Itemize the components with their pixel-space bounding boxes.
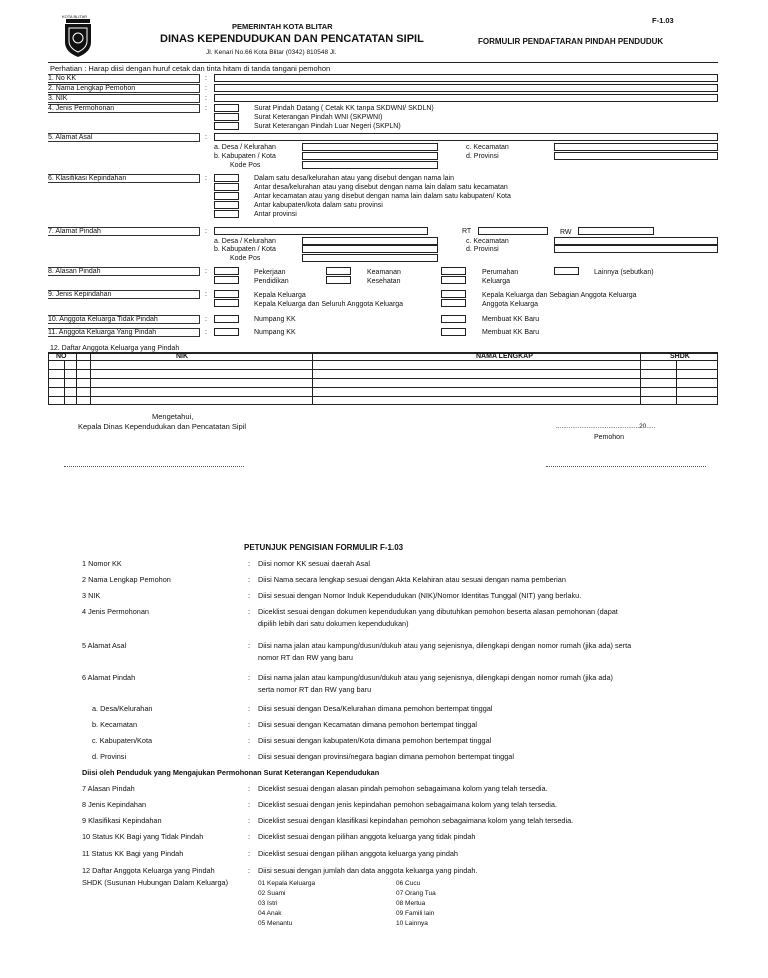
pindah-kec-input[interactable] bbox=[554, 237, 718, 245]
colon: : bbox=[248, 559, 251, 568]
colon: : bbox=[205, 105, 207, 112]
colon: : bbox=[248, 704, 251, 713]
jenis-option-3: Surat Keterangan Pindah Luar Negeri (SKPLN) bbox=[254, 123, 401, 130]
petunjuk-text-3: Diisi sesuai dengan Nomor Induk Kependudukan (NIK)/Nomor Identitas Tunggal (NIT) yang berlaku. bbox=[258, 591, 582, 600]
shdk-10: 10 Lainnya bbox=[396, 920, 428, 927]
colon: : bbox=[248, 736, 251, 745]
rt-label: RT bbox=[462, 228, 472, 235]
kepindahan-checkbox-3[interactable] bbox=[441, 290, 466, 298]
asal-kab-input[interactable] bbox=[302, 152, 438, 160]
kepindahan-option-2: Kepala Keluarga dan Seluruh Anggota Keluarga bbox=[254, 301, 404, 308]
pindah-kab-input[interactable] bbox=[302, 245, 438, 253]
alamat-pindah-input[interactable] bbox=[214, 227, 428, 235]
shdk-04: 04 Anak bbox=[258, 910, 282, 917]
kepindahan-option-3: Kepala Keluarga dan Sebagian Anggota Keluarga bbox=[482, 292, 637, 299]
th-no: NO bbox=[56, 353, 67, 360]
pindah-prov-label: d. Provinsi bbox=[466, 246, 499, 253]
label-alasan: 8. Alasan Pindah bbox=[48, 267, 200, 276]
form-title: FORMULIR PENDAFTARAN PINDAH PENDUDUK bbox=[478, 37, 664, 46]
petunjuk-text-1: Diisi nomor KK sesuai daerah Asal bbox=[258, 559, 370, 568]
shdk-02: 02 Suami bbox=[258, 890, 286, 897]
tidak-pindah-numpang: Numpang KK bbox=[254, 316, 296, 323]
colon: : bbox=[205, 134, 207, 141]
alasan-checkbox-pekerjaan[interactable] bbox=[214, 267, 239, 275]
petunjuk-label-c: c. Kabupaten/Kota bbox=[92, 736, 153, 745]
form-code: F-1.03 bbox=[652, 16, 674, 25]
petunjuk-text-2: Diisi Nama secara lengkap sesuai dengan Akta Kelahiran atau sesuai dengan nama pemberian bbox=[258, 575, 566, 584]
shdk-label: SHDK (Susunan Hubungan Dalam Keluarga) bbox=[82, 878, 229, 887]
petunjuk-label-4: 4 Jenis Permohonan bbox=[82, 607, 149, 616]
tidak-pindah-numpang-checkbox[interactable] bbox=[214, 315, 239, 323]
colon: : bbox=[248, 575, 251, 584]
klasifikasi-option-5: Antar provinsi bbox=[254, 211, 297, 218]
petunjuk-label-6: 6 Alamat Pindah bbox=[82, 673, 136, 682]
shdk-07: 07 Orang Tua bbox=[396, 890, 436, 897]
office-address: Jl. Kenari No.66 Kota Blitar (0342) 810548 Jl. bbox=[206, 49, 337, 56]
petunjuk-text-5: Diisi nama jalan atau kampung/dusun/dukuh atau yang sejenisnya, dilengkapi dengan nomor rumah (jika ada) serta bbox=[258, 641, 632, 650]
mengetahui: Mengetahui, bbox=[152, 412, 194, 421]
label-alamat-pindah: 7. Alamat Pindah bbox=[48, 227, 200, 236]
petunjuk-text-d: Diisi sesuai dengan provinsi/negara bagian dimana pemohon bertempat tinggal bbox=[258, 752, 514, 761]
petunjuk-label-d: d. Provinsi bbox=[92, 752, 127, 761]
colon: : bbox=[248, 607, 251, 616]
klasifikasi-checkbox-5[interactable] bbox=[214, 210, 239, 218]
petunjuk-subheading: Diisi oleh Penduduk yang Mengajukan Permohonan Surat Keterangan Kependudukan bbox=[82, 768, 380, 777]
colon: : bbox=[205, 95, 207, 102]
klasifikasi-option-1: Dalam satu desa/kelurahan atau yang disebut dengan nama lain bbox=[254, 175, 455, 182]
tidak-pindah-baru: Membuat KK Baru bbox=[482, 316, 540, 323]
petunjuk-label-a: a. Desa/Kelurahan bbox=[92, 704, 153, 713]
asal-prov-input[interactable] bbox=[554, 152, 718, 160]
shdk-05: 05 Menantu bbox=[258, 920, 293, 927]
kepala-signature-line bbox=[64, 466, 244, 467]
klasifikasi-checkbox-4[interactable] bbox=[214, 201, 239, 209]
petunjuk-text-8: Diceklist sesuai dengan jenis kepindahan pemohon sebagaimana kolom yang telah tersedia. bbox=[258, 800, 557, 809]
klasifikasi-checkbox-1[interactable] bbox=[214, 174, 239, 182]
klasifikasi-checkbox-3[interactable] bbox=[214, 192, 239, 200]
petunjuk-label-1: 1 Nomor KK bbox=[82, 559, 122, 568]
petunjuk-text-5b: nomor RT dan RW yang baru bbox=[258, 653, 353, 662]
shdk-08: 08 Mertua bbox=[396, 900, 426, 907]
kepindahan-option-1: Kepala Keluarga bbox=[254, 292, 306, 299]
th-nik: NIK bbox=[176, 353, 189, 360]
th-shdk: SHDK bbox=[670, 353, 690, 360]
petunjuk-text-6: Diisi nama jalan atau kampung/dusun/dukuh atau yang sejenisnya, dilengkapi dengan nomor rumah (jika ada) bbox=[258, 673, 613, 682]
pindah-kodepos-label: Kode Pos bbox=[230, 255, 261, 262]
colon: : bbox=[205, 75, 207, 82]
yang-pindah-numpang-checkbox[interactable] bbox=[214, 328, 239, 336]
jenis-checkbox-1[interactable] bbox=[214, 104, 239, 112]
kepindahan-checkbox-4[interactable] bbox=[441, 299, 466, 307]
pindah-kodepos-input[interactable] bbox=[302, 254, 438, 262]
yang-pindah-baru: Membuat KK Baru bbox=[482, 329, 540, 336]
alasan-checkbox-lainnya[interactable] bbox=[554, 267, 579, 275]
logo-text: KOTA BLITAR bbox=[62, 14, 88, 19]
petunjuk-text-4b: dipilih lebih dari satu dokumen kependudukan) bbox=[258, 619, 409, 628]
label-nik: 3. NIK bbox=[48, 94, 200, 103]
nama-input[interactable] bbox=[214, 84, 718, 92]
petunjuk-text-a: Diisi sesuai dengan Desa/Kelurahan dimana pemohon bertempat tinggal bbox=[258, 704, 493, 713]
petunjuk-label-7: 7 Alasan Pindah bbox=[82, 784, 135, 793]
office-title: DINAS KEPENDUDUKAN DAN PENCATATAN SIPIL bbox=[160, 33, 424, 45]
klasifikasi-option-3: Antar kecamatan atau yang disebut dengan nama lain dalam satu kabupaten/ Kota bbox=[254, 193, 511, 200]
label-tidak-pindah: 10. Anggota Keluarga Tidak Pindah bbox=[48, 315, 200, 324]
petunjuk-label-11: 11 Status KK Bagi yang Pindah bbox=[82, 849, 184, 858]
colon: : bbox=[248, 866, 251, 875]
alasan-checkbox-pendidikan[interactable] bbox=[214, 276, 239, 284]
pemohon-label: Pemohon bbox=[594, 434, 624, 441]
pemohon-signature-line bbox=[546, 466, 706, 467]
colon: : bbox=[205, 291, 207, 298]
pindah-prov-input[interactable] bbox=[554, 245, 718, 253]
rw-input[interactable] bbox=[578, 227, 654, 235]
label-daftar: 12. Daftar Anggota Keluarga yang Pindah bbox=[50, 345, 180, 352]
petunjuk-text-b: Diisi sesuai dengan Kecamatan dimana pemohon bertempat tinggal bbox=[258, 720, 478, 729]
colon: : bbox=[205, 228, 207, 235]
label-jenis-kepindahan: 9. Jenis Kepindahan bbox=[48, 290, 200, 299]
alasan-checkbox-keluarga[interactable] bbox=[441, 276, 466, 284]
tidak-pindah-baru-checkbox[interactable] bbox=[441, 315, 466, 323]
petunjuk-label-10: 10 Status KK Bagi yang Tidak Pindah bbox=[82, 832, 204, 841]
pindah-desa-input[interactable] bbox=[302, 237, 438, 245]
petunjuk-text-4: Diceklist sesuai dengan dokumen kependudukan yang dibutuhkan pemohon beserta alasan pemohonan (dapat bbox=[258, 607, 618, 616]
shdk-06: 06 Cucu bbox=[396, 880, 421, 887]
asal-kodepos-input[interactable] bbox=[302, 161, 438, 169]
petunjuk-label-12: 12 Daftar Anggota Keluarga yang Pindah bbox=[82, 866, 215, 875]
petunjuk-text-10: Diceklist sesuai dengan pilihan anggota keluarga yang tidak pindah bbox=[258, 832, 476, 841]
label-klasifikasi: 6. Klasifikasi Kepindahan bbox=[48, 174, 200, 183]
petunjuk-title: PETUNJUK PENGISIAN FORMULIR F-1.03 bbox=[244, 543, 404, 552]
klasifikasi-option-4: Antar kabupaten/kota dalam satu provinsi bbox=[254, 202, 383, 209]
jenis-option-2: Surat Keterangan Pindah WNI (SKPWNI) bbox=[254, 114, 383, 121]
alasan-perumahan: Perumahan bbox=[482, 269, 519, 276]
petunjuk-label-3: 3 NIK bbox=[82, 591, 101, 600]
colon: : bbox=[205, 316, 207, 323]
notice: Perhatian : Harap diisi dengan huruf cetak dan tinta hitam di tanda tangani pemohon bbox=[50, 64, 331, 73]
kepindahan-checkbox-1[interactable] bbox=[214, 290, 239, 298]
petunjuk-label-b: b. Kecamatan bbox=[92, 720, 138, 729]
colon: : bbox=[248, 591, 251, 600]
sign-date: ..............................................20..... bbox=[556, 423, 656, 430]
petunjuk-text-12: Diisi sesuai dengan jumlah dan data anggota keluarga yang pindah. bbox=[258, 866, 478, 875]
city-seal-logo bbox=[62, 18, 94, 58]
alasan-keamanan: Keamanan bbox=[367, 269, 401, 276]
rw-label: RW bbox=[560, 229, 572, 236]
colon: : bbox=[205, 329, 207, 336]
pindah-kec-label: c. Kecamatan bbox=[466, 238, 509, 245]
colon: : bbox=[248, 800, 251, 809]
alasan-pekerjaan: Pekerjaan bbox=[254, 269, 286, 276]
alasan-lainnya: Lainnya (sebutkan) bbox=[594, 269, 654, 276]
pindah-desa-label: a. Desa / Kelurahan bbox=[214, 238, 276, 245]
alasan-kesehatan: Kesehatan bbox=[367, 278, 401, 285]
shdk-03: 03 Istri bbox=[258, 900, 278, 907]
yang-pindah-numpang: Numpang KK bbox=[254, 329, 296, 336]
colon: : bbox=[248, 784, 251, 793]
petunjuk-label-8: 8 Jenis Kepindahan bbox=[82, 800, 147, 809]
asal-prov-label: d. Provinsi bbox=[466, 153, 499, 160]
petunjuk-text-7: Diceklist sesuai dengan alasan pindah pemohon sebagaimana kolom yang telah tersedia. bbox=[258, 784, 548, 793]
petunjuk-text-9: Diceklist sesuai dengan klasifikasi kepindahan pemohon sebagaimana kolom yang telah tersedia. bbox=[258, 816, 574, 825]
jenis-checkbox-2[interactable] bbox=[214, 113, 239, 121]
label-yang-pindah: 11. Anggota Keluarga Yang Pindah bbox=[48, 328, 200, 337]
jenis-checkbox-3[interactable] bbox=[214, 122, 239, 130]
alasan-checkbox-keamanan[interactable] bbox=[326, 267, 351, 275]
shdk-09: 09 Famili lain bbox=[396, 910, 435, 917]
label-no-kk: 1. No KK bbox=[48, 74, 200, 83]
petunjuk-label-9: 9 Klasifikasi Kepindahan bbox=[82, 816, 162, 825]
label-jenis-permohonan: 4. Jenis Permohonan bbox=[48, 104, 200, 113]
colon: : bbox=[248, 673, 251, 682]
shdk-01: 01 Kepala Keluarga bbox=[258, 880, 316, 887]
klasifikasi-option-2: Antar desa/kelurahan atau yang disebut dengan nama lain dalam satu kecamatan bbox=[254, 184, 508, 191]
alasan-checkbox-perumahan[interactable] bbox=[441, 267, 466, 275]
petunjuk-label-2: 2 Nama Lengkap Pemohon bbox=[82, 575, 171, 584]
colon: : bbox=[205, 268, 207, 275]
klasifikasi-checkbox-2[interactable] bbox=[214, 183, 239, 191]
asal-kec-label: c. Kecamatan bbox=[466, 144, 509, 151]
alasan-checkbox-kesehatan[interactable] bbox=[326, 276, 351, 284]
colon: : bbox=[248, 641, 251, 650]
rt-input[interactable] bbox=[478, 227, 548, 235]
asal-kec-input[interactable] bbox=[554, 143, 718, 151]
petunjuk-label-5: 5 Alamat Asal bbox=[82, 641, 127, 650]
alamat-asal-input[interactable] bbox=[214, 133, 718, 141]
pindah-kab-label: b. Kabupaten / Kota bbox=[214, 246, 276, 253]
yang-pindah-baru-checkbox[interactable] bbox=[441, 328, 466, 336]
asal-kab-label: b. Kabupaten / Kota bbox=[214, 153, 276, 160]
asal-desa-label: a. Desa / Kelurahan bbox=[214, 144, 276, 151]
petunjuk-text-c: Diisi sesuai dengan kabupaten/Kota dimana pemohon bertempat tinggal bbox=[258, 736, 492, 745]
colon: : bbox=[248, 752, 251, 761]
alasan-pendidikan: Pendidikan bbox=[254, 278, 289, 285]
alasan-keluarga: Keluarga bbox=[482, 278, 511, 285]
colon: : bbox=[248, 832, 251, 841]
th-nama: NAMA LENGKAP bbox=[476, 353, 533, 360]
asal-desa-input[interactable] bbox=[302, 143, 438, 151]
colon: : bbox=[205, 85, 207, 92]
nik-input[interactable] bbox=[214, 94, 718, 102]
kepindahan-option-4: Anggota Keluarga bbox=[482, 301, 539, 308]
colon: : bbox=[248, 849, 251, 858]
label-alamat-asal: 5. Alamat Asal bbox=[48, 133, 200, 142]
colon: : bbox=[205, 175, 207, 182]
kepindahan-checkbox-2[interactable] bbox=[214, 299, 239, 307]
colon: : bbox=[248, 720, 251, 729]
label-nama: 2. Nama Lengkap Pemohon bbox=[48, 84, 200, 93]
no-kk-input[interactable] bbox=[214, 74, 718, 82]
petunjuk-text-11: Diceklist sesuai dengan pilihan anggota keluarga yang pindah bbox=[258, 849, 458, 858]
petunjuk-text-6b: serta nomor RT dan RW yang baru bbox=[258, 685, 372, 694]
kepala-dinas: Kepala Dinas Kependudukan dan Pencatatan Sipil bbox=[78, 422, 247, 431]
gov-title: PEMERINTAH KOTA BLITAR bbox=[232, 22, 333, 31]
jenis-option-1: Surat Pindah Datang ( Cetak KK tanpa SKDWNI/ SKDLN) bbox=[254, 105, 434, 112]
colon: : bbox=[248, 816, 251, 825]
asal-kodepos-label: Kode Pos bbox=[230, 162, 261, 169]
